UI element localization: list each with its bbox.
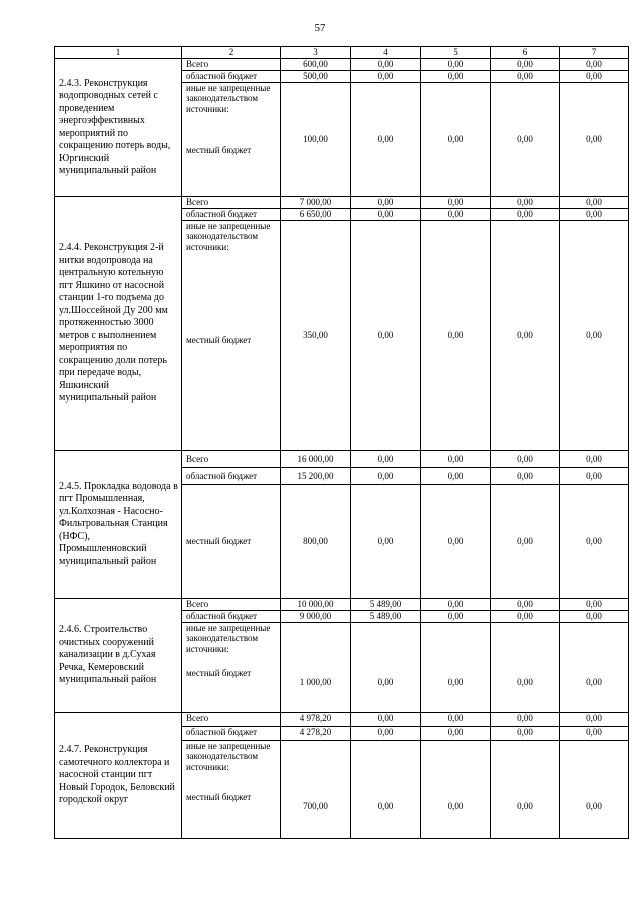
value-cell: 0,00 [421, 221, 491, 451]
value-cell: 16 000,00 [281, 451, 351, 468]
value-cell: 0,00 [351, 623, 421, 713]
value-cell: 0,00 [491, 713, 560, 727]
funding-source: областной бюджет [182, 209, 281, 221]
funding-source: областной бюджет [182, 727, 281, 741]
funding-source: Всего [182, 451, 281, 468]
value-cell: 0,00 [560, 623, 629, 713]
funding-source-local: местный бюджет [186, 335, 252, 346]
value-cell: 0,00 [491, 197, 560, 209]
value-cell: 0,00 [491, 599, 560, 611]
value-cell: 0,00 [351, 83, 421, 197]
value-cell: 0,00 [421, 623, 491, 713]
column-number-row [55, 47, 629, 59]
value-cell: 0,00 [351, 221, 421, 451]
value-cell: 0,00 [491, 83, 560, 197]
value-cell: 0,00 [491, 221, 560, 451]
value-cell: 0,00 [491, 611, 560, 623]
funding-source [182, 741, 281, 839]
value-cell: 0,00 [560, 611, 629, 623]
value-cell: 700,00 [281, 741, 351, 839]
measure-description: 2.4.4. Реконструкция 2-й нитки водопровода на центральную котельную пгт Яшкино от насосной станции 1-го подъема до ул.Шоссейной Ду 200 мм протяженностью 3000 метров с выполнением мероприятия по сокращению доли потерь при передаче воды, Яшкинский муниципальный район [55, 197, 182, 451]
value-cell: 0,00 [351, 451, 421, 468]
value-cell: 0,00 [560, 741, 629, 839]
table-row [55, 713, 629, 727]
value-cell: 0,00 [491, 209, 560, 221]
value-cell: 350,00 [281, 221, 351, 451]
column-number: 3 [281, 47, 351, 59]
funding-source-other: иные не запрещенные законодательством источники: [186, 623, 271, 654]
value-cell: 0,00 [421, 485, 491, 599]
funding-source: Всего [182, 599, 281, 611]
value-cell: 800,00 [281, 485, 351, 599]
funding-source: областной бюджет [182, 611, 281, 623]
funding-source-other: иные не запрещенные законодательством источники: [186, 83, 271, 114]
value-cell: 0,00 [491, 741, 560, 839]
funding-source [182, 221, 281, 451]
value-cell: 0,00 [491, 59, 560, 71]
value-cell: 0,00 [351, 59, 421, 71]
value-cell: 0,00 [351, 727, 421, 741]
value-cell: 0,00 [421, 71, 491, 83]
value-cell: 0,00 [351, 468, 421, 485]
value-cell: 100,00 [281, 83, 351, 197]
value-cell: 9 000,00 [281, 611, 351, 623]
measure-description: 2.4.5. Прокладка водовода в пгт Промышленная, ул.Колхозная - Насосно-Фильтровальная Станция (НФС), Промышленновский муниципальный район [55, 451, 182, 599]
value-cell: 10 000,00 [281, 599, 351, 611]
value-cell: 0,00 [560, 209, 629, 221]
funding-source-local: местный бюджет [186, 668, 252, 679]
column-number: 5 [421, 47, 491, 59]
funding-source-local: местный бюджет [186, 145, 252, 156]
value-cell: 0,00 [421, 451, 491, 468]
funding-source [182, 83, 281, 197]
value-cell: 0,00 [560, 599, 629, 611]
value-cell: 0,00 [421, 83, 491, 197]
value-cell: 0,00 [421, 713, 491, 727]
value-cell: 4 978,20 [281, 713, 351, 727]
value-cell: 0,00 [421, 741, 491, 839]
value-cell: 0,00 [560, 71, 629, 83]
value-cell: 500,00 [281, 71, 351, 83]
funding-source: областной бюджет [182, 468, 281, 485]
value-cell: 0,00 [491, 623, 560, 713]
value-cell: 5 489,00 [351, 599, 421, 611]
value-cell: 0,00 [560, 727, 629, 741]
value-cell: 0,00 [421, 599, 491, 611]
funding-source [182, 623, 281, 713]
table-row [55, 59, 629, 71]
funding-source: Всего [182, 713, 281, 727]
value-cell: 0,00 [560, 468, 629, 485]
value-cell: 600,00 [281, 59, 351, 71]
measure-description: 2.4.3. Реконструкция водопроводных сетей с проведением энергоэффективных мероприятий по сокращению потерь воды, Юргинский муниципальный район [55, 59, 182, 197]
value-cell: 0,00 [421, 727, 491, 741]
table-row [55, 197, 629, 209]
budget-table [54, 46, 629, 839]
value-cell: 15 200,00 [281, 468, 351, 485]
column-number: 1 [55, 47, 182, 59]
value-cell: 0,00 [421, 209, 491, 221]
funding-source: областной бюджет [182, 71, 281, 83]
value-cell: 0,00 [560, 83, 629, 197]
page-number: 57 [314, 22, 326, 34]
funding-source: местный бюджет [182, 485, 281, 599]
value-cell: 0,00 [560, 197, 629, 209]
value-cell: 0,00 [351, 197, 421, 209]
table-row [55, 599, 629, 611]
value-cell: 0,00 [491, 468, 560, 485]
value-cell: 4 278,20 [281, 727, 351, 741]
value-cell: 0,00 [421, 197, 491, 209]
value-cell: 6 650,00 [281, 209, 351, 221]
column-number: 4 [351, 47, 421, 59]
value-cell: 1 000,00 [281, 623, 351, 713]
measure-description: 2.4.7. Реконструкция самотечного коллектора и насосной станции пгт Новый Городок, Беловский городской округ [55, 713, 182, 839]
column-number: 6 [491, 47, 560, 59]
funding-source-local: местный бюджет [186, 792, 252, 803]
value-cell: 0,00 [351, 741, 421, 839]
funding-source-other: иные не запрещенные законодательством источники: [186, 221, 271, 252]
value-cell: 0,00 [491, 451, 560, 468]
funding-source: Всего [182, 197, 281, 209]
column-number: 7 [560, 47, 629, 59]
value-cell: 0,00 [351, 713, 421, 727]
value-cell: 0,00 [560, 713, 629, 727]
value-cell: 5 489,00 [351, 611, 421, 623]
measure-description: 2.4.6. Строительство очистных сооружений канализации в д.Сухая Речка, Кемеровский муниципальный район [55, 599, 182, 713]
value-cell: 0,00 [421, 468, 491, 485]
funding-source-other: иные не запрещенные законодательством источники: [186, 741, 271, 772]
value-cell: 0,00 [560, 221, 629, 451]
value-cell: 0,00 [421, 59, 491, 71]
value-cell: 7 000,00 [281, 197, 351, 209]
value-cell: 0,00 [491, 727, 560, 741]
value-cell: 0,00 [421, 611, 491, 623]
funding-source: Всего [182, 59, 281, 71]
value-cell: 0,00 [560, 485, 629, 599]
value-cell: 0,00 [351, 71, 421, 83]
value-cell: 0,00 [491, 71, 560, 83]
column-number: 2 [182, 47, 281, 59]
value-cell: 0,00 [560, 451, 629, 468]
value-cell: 0,00 [351, 485, 421, 599]
value-cell: 0,00 [491, 485, 560, 599]
value-cell: 0,00 [560, 59, 629, 71]
value-cell: 0,00 [351, 209, 421, 221]
table-row [55, 451, 629, 468]
